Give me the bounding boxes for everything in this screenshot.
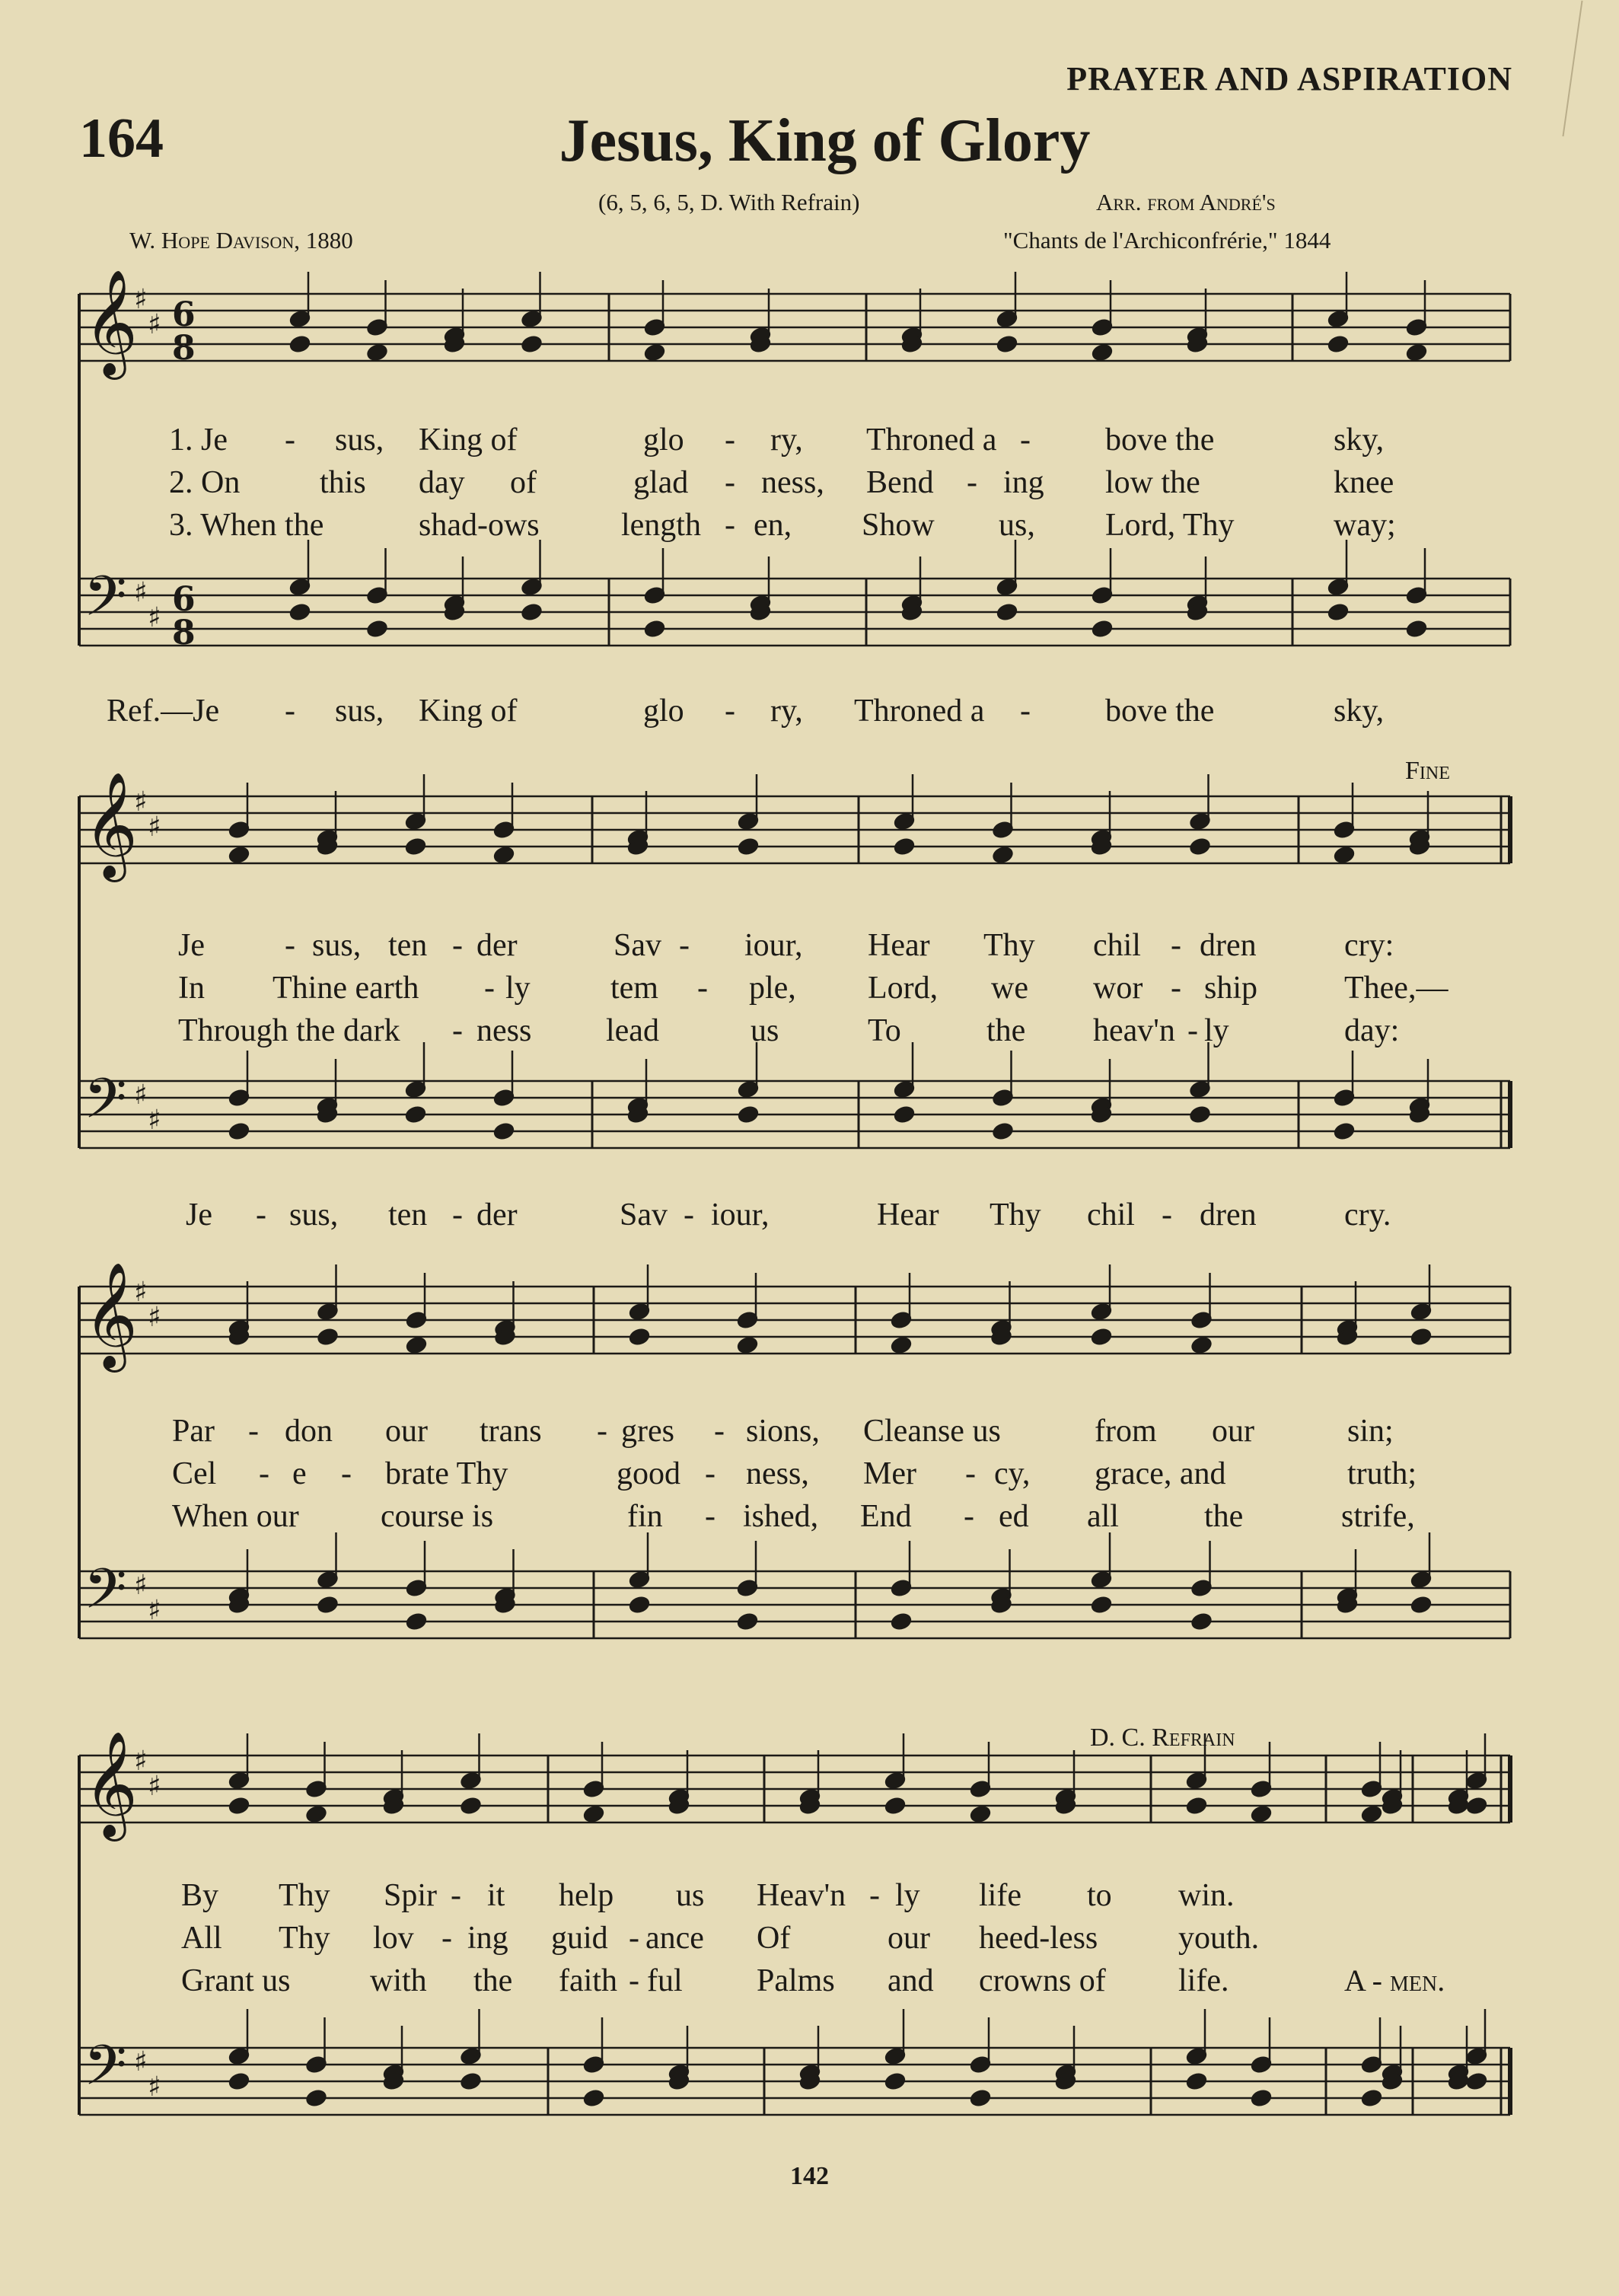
notehead — [891, 1612, 912, 1631]
notehead — [1327, 603, 1349, 621]
lyric-line: By Thy Spir - it help us Heav'n - ly life to win. — [181, 1878, 1235, 1913]
notehead — [1190, 1612, 1212, 1631]
notehead — [1190, 1336, 1212, 1354]
treble-clef-icon: 𝄞 — [84, 772, 138, 878]
treble-clef-icon: 𝄞 — [84, 1731, 138, 1837]
notehead — [1091, 1596, 1112, 1614]
lyric-line: Je - sus, ten - der Sav - iour, Hear Thy chil - dren cry: — [178, 928, 1394, 963]
notehead — [738, 837, 759, 856]
fine-mark: Fine — [1405, 757, 1450, 785]
time-signature-icon: 8 — [172, 614, 196, 652]
dc-refrain-mark: D. C. Refrain — [1090, 1724, 1235, 1752]
sharp-icon: ♯ — [148, 1105, 161, 1136]
lyric-line: All Thy lov - ing guid - ance Of our heed-less youth. — [181, 1921, 1260, 1956]
section-heading: PRAYER AND ASPIRATION — [1066, 60, 1512, 97]
bass-clef-icon: 𝄢 — [84, 1556, 127, 1634]
notehead — [493, 846, 515, 864]
notehead — [1410, 1596, 1432, 1614]
refrain-line: Ref.—Je - sus, King of glo - ry, Throned a - bove the sky, — [107, 694, 1385, 729]
lyric-line: 1. Je - sus, King of glo - ry, Throned a - bove the sky, — [169, 423, 1385, 458]
time-signature-icon: 6 — [172, 295, 196, 334]
notehead — [996, 335, 1018, 353]
notehead — [894, 837, 915, 856]
notehead — [317, 1596, 338, 1614]
notehead — [1186, 1797, 1207, 1815]
notehead — [1189, 837, 1210, 856]
notehead — [366, 343, 387, 362]
notehead — [1334, 1122, 1355, 1140]
author-credit: W. Hope Davison, 1880 — [129, 227, 353, 254]
refrain-line: Je - sus, ten - der Sav - iour, Hear Thy chil - dren cry. — [186, 1197, 1391, 1233]
notehead — [1361, 1805, 1382, 1823]
time-signature-icon: 8 — [172, 329, 196, 368]
notehead — [1466, 1797, 1487, 1815]
notehead — [405, 1105, 426, 1124]
lyric-line: When our course is fin - ished, End - ed all the strife, — [172, 1499, 1415, 1534]
notehead — [970, 1805, 991, 1823]
lyric-line: Through the dark - ness lead us To the heav'n - ly day: — [178, 1013, 1400, 1048]
notehead — [884, 2072, 906, 2090]
notehead — [992, 1122, 1013, 1140]
sharp-icon: ♯ — [148, 1595, 161, 1626]
notehead — [1186, 2072, 1207, 2090]
sharp-icon: ♯ — [134, 1277, 148, 1308]
notehead — [1327, 335, 1349, 353]
sharp-icon: ♯ — [134, 1570, 148, 1601]
sharp-icon: ♯ — [134, 577, 148, 608]
sharp-icon: ♯ — [134, 786, 148, 818]
notehead — [970, 2089, 991, 2107]
notehead — [1334, 846, 1355, 864]
notehead — [460, 2072, 481, 2090]
notehead — [644, 343, 665, 362]
notehead — [366, 620, 387, 638]
hymn-number: 164 — [79, 107, 164, 170]
notehead — [583, 2089, 604, 2107]
sharp-icon: ♯ — [148, 1771, 161, 1802]
notehead — [228, 2072, 250, 2090]
hymn-title: Jesus, King of Glory — [559, 107, 1091, 174]
notehead — [521, 335, 542, 353]
meter: (6, 5, 6, 5, D. With Refrain) — [598, 189, 860, 215]
sharp-icon: ♯ — [148, 2071, 161, 2103]
amen-text: A - men. — [1344, 1963, 1445, 1998]
notehead — [228, 1797, 250, 1815]
source-credit: "Chants de l'Archiconfrérie," 1844 — [1003, 227, 1331, 254]
treble-clef-icon: 𝄞 — [84, 269, 138, 375]
notehead — [644, 620, 665, 638]
notehead — [884, 1797, 906, 1815]
notehead — [1189, 1105, 1210, 1124]
arranger-credit: Arr. from André's — [1096, 189, 1276, 215]
notehead — [996, 603, 1018, 621]
notehead — [738, 1105, 759, 1124]
notehead — [1092, 620, 1113, 638]
sharp-icon: ♯ — [148, 812, 161, 843]
notehead — [228, 1122, 250, 1140]
notehead — [460, 1797, 481, 1815]
sharp-icon: ♯ — [134, 1079, 148, 1111]
notehead — [583, 1805, 604, 1823]
notehead — [737, 1612, 758, 1631]
notehead — [305, 2089, 327, 2107]
sharp-icon: ♯ — [148, 309, 161, 340]
lyric-line: 3. When the shad-ows length - en, Show us, Lord, Thy way; — [169, 508, 1396, 543]
notehead — [289, 335, 311, 353]
notehead — [289, 603, 311, 621]
time-signature-icon: 6 — [172, 580, 196, 619]
notehead — [406, 1612, 427, 1631]
lyric-line: Cel - e - brate Thy good - ness, Mer - cy, grace, and truth; — [172, 1456, 1417, 1491]
notehead — [992, 846, 1013, 864]
notehead — [629, 1328, 650, 1346]
lyric-line: Par - don our trans - gres - sions, Cleanse us from our sin; — [172, 1414, 1394, 1449]
notehead — [1466, 2072, 1487, 2090]
notehead — [521, 603, 542, 621]
notehead — [1406, 620, 1427, 638]
notehead — [1361, 2089, 1382, 2107]
notehead — [629, 1596, 650, 1614]
notehead — [1092, 343, 1113, 362]
notehead — [1091, 1328, 1112, 1346]
notehead — [305, 1805, 327, 1823]
notehead — [1251, 2089, 1272, 2107]
bass-clef-icon: 𝄢 — [84, 2033, 127, 2111]
sharp-icon: ♯ — [134, 2046, 148, 2078]
notehead — [894, 1105, 915, 1124]
notehead — [405, 837, 426, 856]
notehead — [406, 1336, 427, 1354]
notehead — [891, 1336, 912, 1354]
notehead — [228, 846, 250, 864]
bass-clef-icon: 𝄢 — [84, 1066, 127, 1144]
lyric-line: 2. On this day of glad - ness, Bend - ing low the knee — [169, 465, 1394, 500]
notehead — [317, 1328, 338, 1346]
treble-clef-icon: 𝄞 — [84, 1262, 138, 1368]
notehead — [493, 1122, 515, 1140]
sharp-icon: ♯ — [134, 1746, 148, 1777]
notehead — [1406, 343, 1427, 362]
notehead — [1251, 1805, 1272, 1823]
lyric-line: Grant us with the faith - ful Palms and crowns of life. — [181, 1963, 1229, 1998]
notehead — [1410, 1328, 1432, 1346]
notehead — [737, 1336, 758, 1354]
page-number: 142 — [790, 2162, 829, 2190]
bass-clef-icon: 𝄢 — [84, 563, 127, 642]
lyric-line: In Thine earth - ly tem - ple, Lord, we wor - ship Thee,— — [178, 971, 1448, 1006]
sharp-icon: ♯ — [148, 1302, 161, 1333]
sharp-icon: ♯ — [148, 602, 161, 633]
sharp-icon: ♯ — [134, 284, 148, 315]
